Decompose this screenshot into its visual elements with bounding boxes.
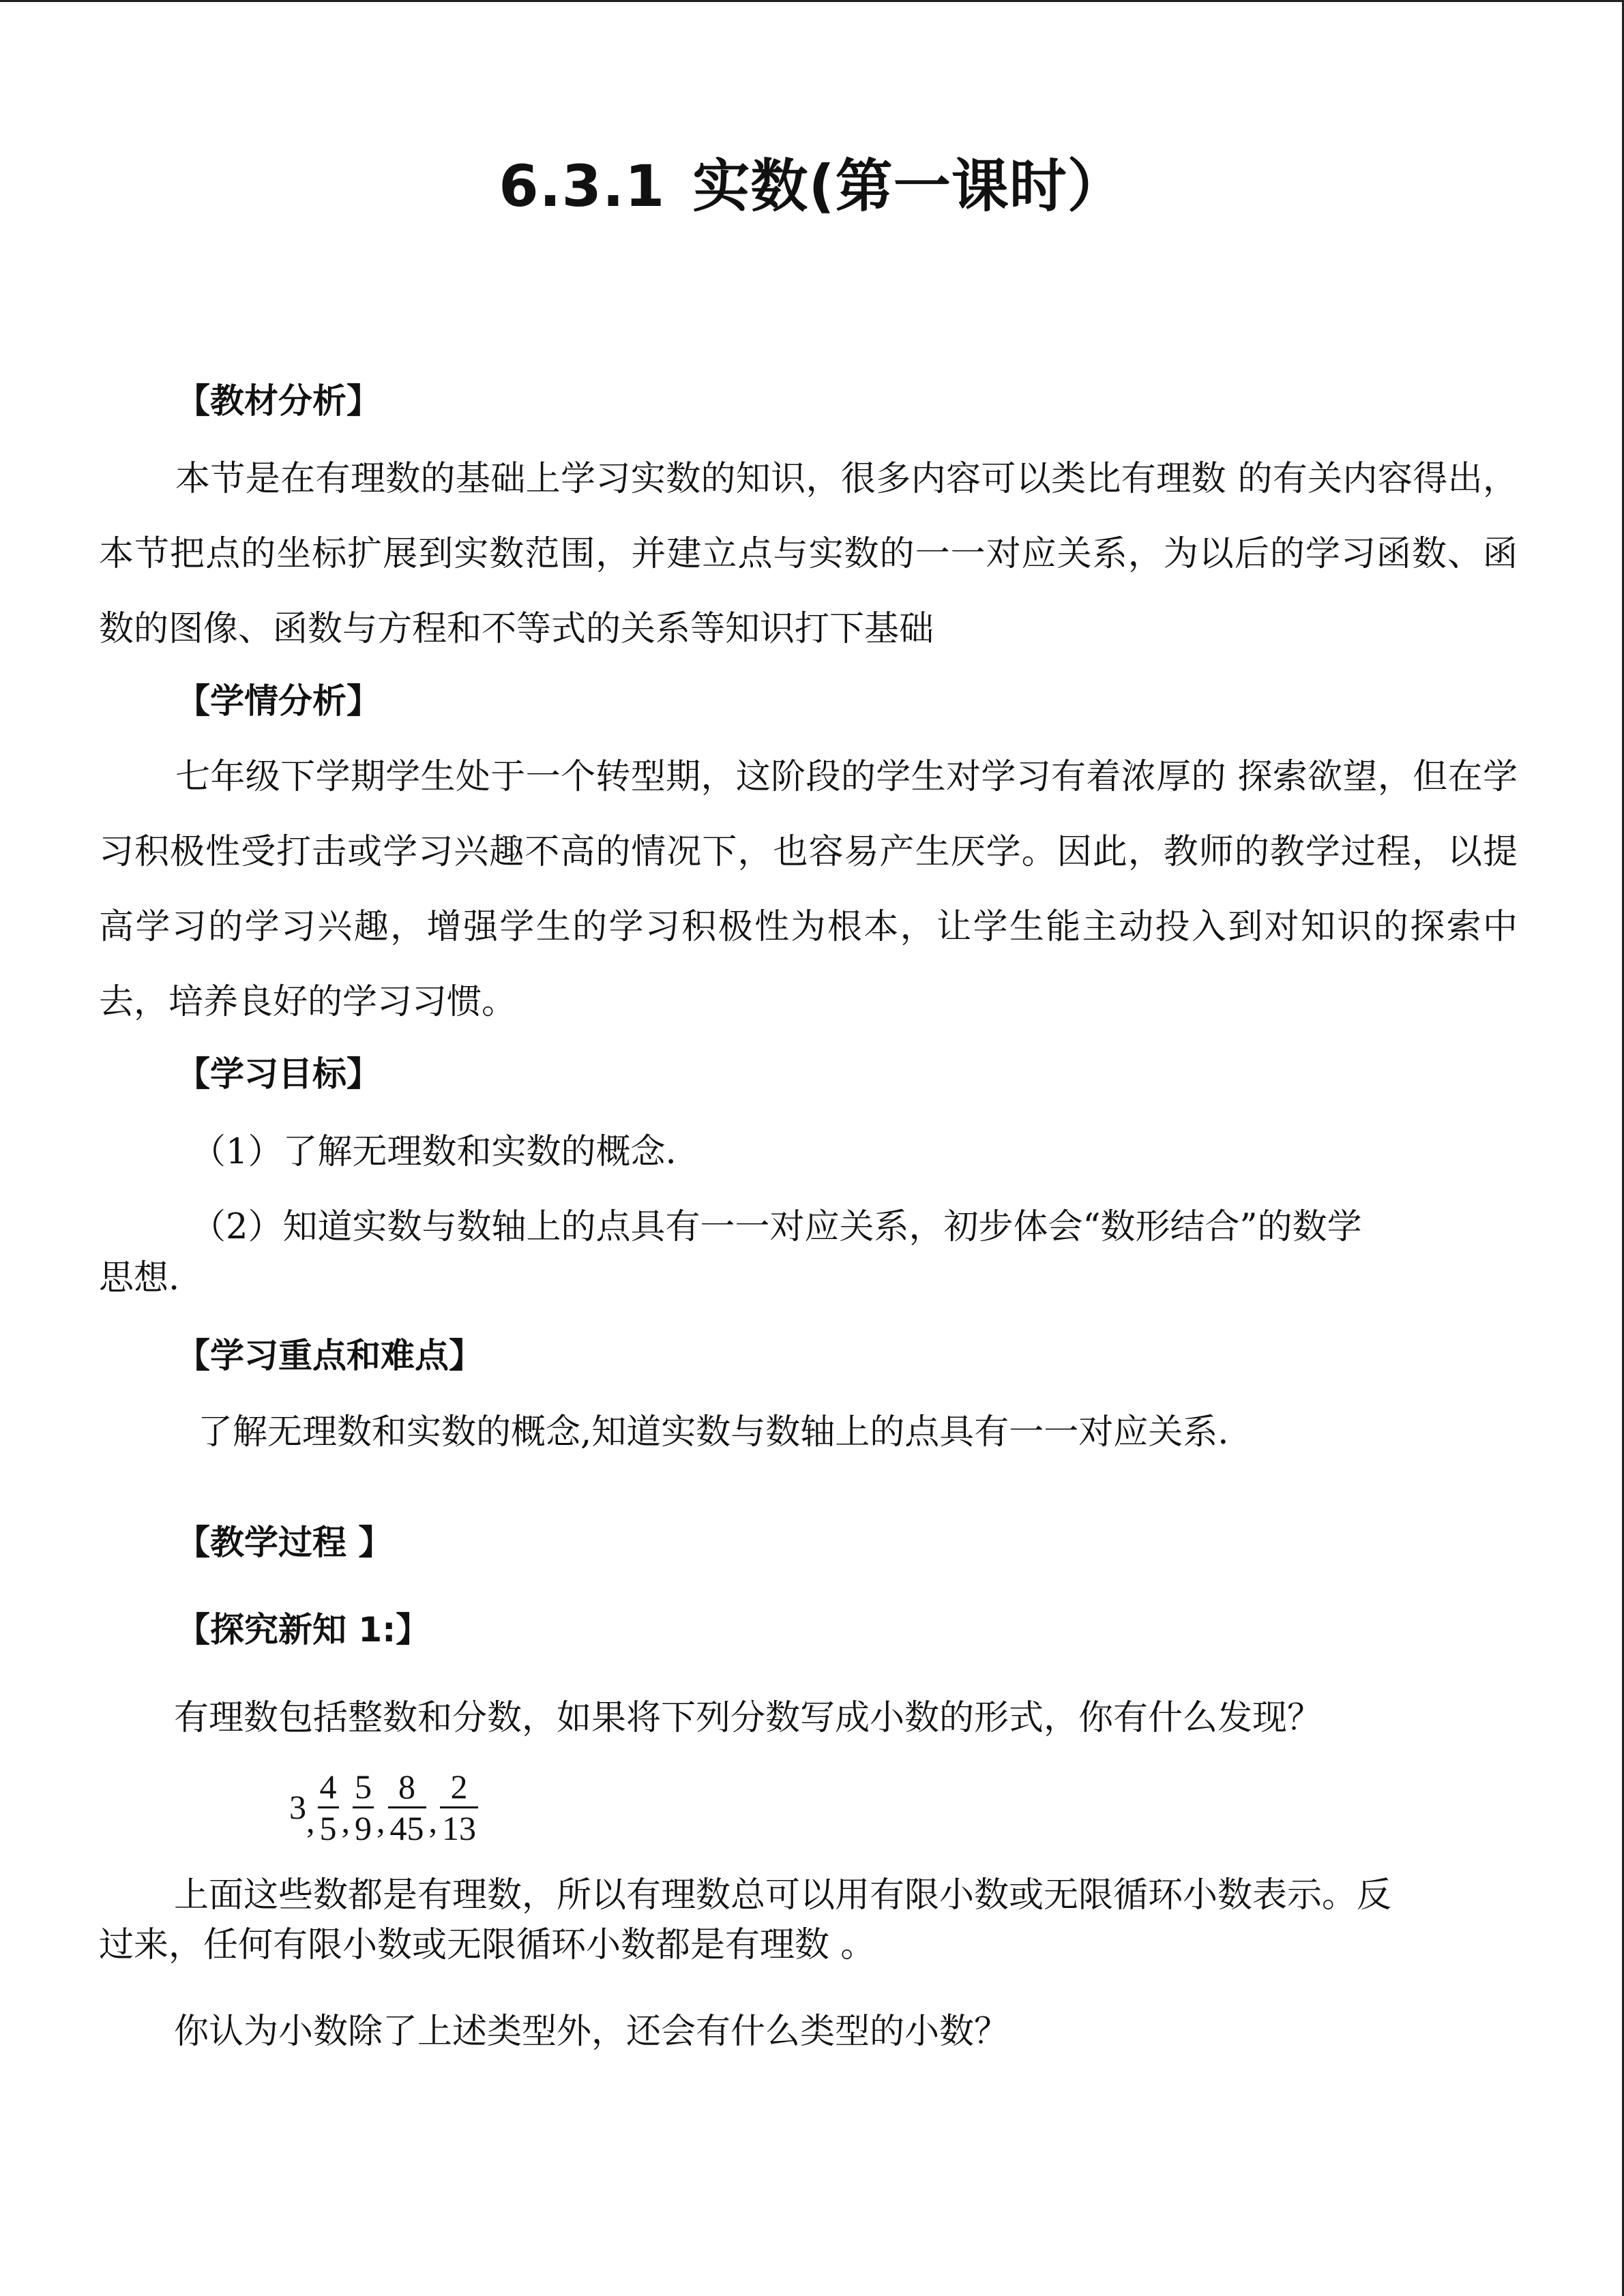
explore-conclusion-line-2: 过来，任何有限小数或无限循环小数都是有理数 。 [99, 1925, 876, 1965]
learning-goal-2-line-2: 思想. [99, 1258, 180, 1298]
title-number: 6.3.1 [499, 153, 666, 220]
fraction-numerator: 4 [319, 1767, 337, 1806]
heading-textbook-analysis: 【教材分析】 [176, 381, 381, 421]
heading-explore-1: 【探究新知 1:】 [176, 1610, 430, 1650]
heading-key-points: 【学习重点和难点】 [176, 1336, 483, 1375]
paragraph-textbook-analysis: 本节是在有理数的基础上学习实数的知识，很多内容可以类比有理数 的有关内容得出，本节把点的坐标扩展到实数范围，并建立点与实数的一一对应关系，为以后的学习函数、函数的图像、函数与方程和不等式的关系等知识打下基础 [99, 459, 1518, 649]
fraction-numerator: 2 [450, 1767, 468, 1806]
explore-follow-up: 你认为小数除了上述类型外，还会有什么类型的小数？ [174, 2012, 1009, 2052]
fraction [388, 1767, 426, 1848]
explore-question: 有理数包括整数和分数，如果将下列分数写成小数的形式，你有什么发现？ [174, 1698, 1323, 1738]
page-title [0, 149, 1624, 224]
lead-number: 3 [289, 1788, 306, 1826]
comma: , [377, 1802, 385, 1840]
comma: , [428, 1802, 437, 1840]
fraction-denominator: 13 [442, 1808, 476, 1847]
fraction [440, 1767, 478, 1848]
fraction [353, 1767, 374, 1848]
fraction [318, 1767, 339, 1848]
heading-teaching-process: 【教学过程 】 [176, 1523, 393, 1562]
heading-learning-goals: 【学习目标】 [176, 1054, 381, 1094]
paragraph-student-analysis: 七年级下学期学生处于一个转型期，这阶段的学生对学习有着浓厚的 探索欲望，但在学习积极性受打击或学习兴趣不高的情况下，也容易产生厌学。因此，教师的教学过程，以提高学习的学习兴趣，增强学生的学习积极性为根本，让学生能主动投入到对知识的探索中去，培养良好的学习习惯。 [99, 757, 1518, 1022]
fraction-denominator: 45 [389, 1808, 424, 1847]
title-text: 实数(第一课时） [692, 153, 1125, 220]
paragraph-key-points: 了解无理数和实数的概念,知道实数与数轴上的点具有一一对应关系. [198, 1412, 1229, 1452]
fraction-numerator: 5 [355, 1767, 372, 1806]
fraction-denominator: 5 [319, 1808, 337, 1847]
explore-conclusion-line-1: 上面这些数都是有理数，所以有理数总可以用有限小数或无限循环小数表示。反 [174, 1875, 1392, 1915]
fraction-numerator: 8 [398, 1767, 415, 1806]
comma: , [306, 1802, 315, 1840]
comma: , [341, 1802, 350, 1840]
learning-goal-2-line-1: （2）知道实数与数轴上的点具有一一对应关系，初步体会“数形结合”的数学 [191, 1207, 1362, 1247]
fraction-denominator: 9 [355, 1808, 372, 1847]
learning-goal-1: （1）了解无理数和实数的概念. [191, 1132, 677, 1172]
heading-student-analysis: 【学情分析】 [176, 681, 381, 721]
fraction-list [289, 1759, 481, 1855]
